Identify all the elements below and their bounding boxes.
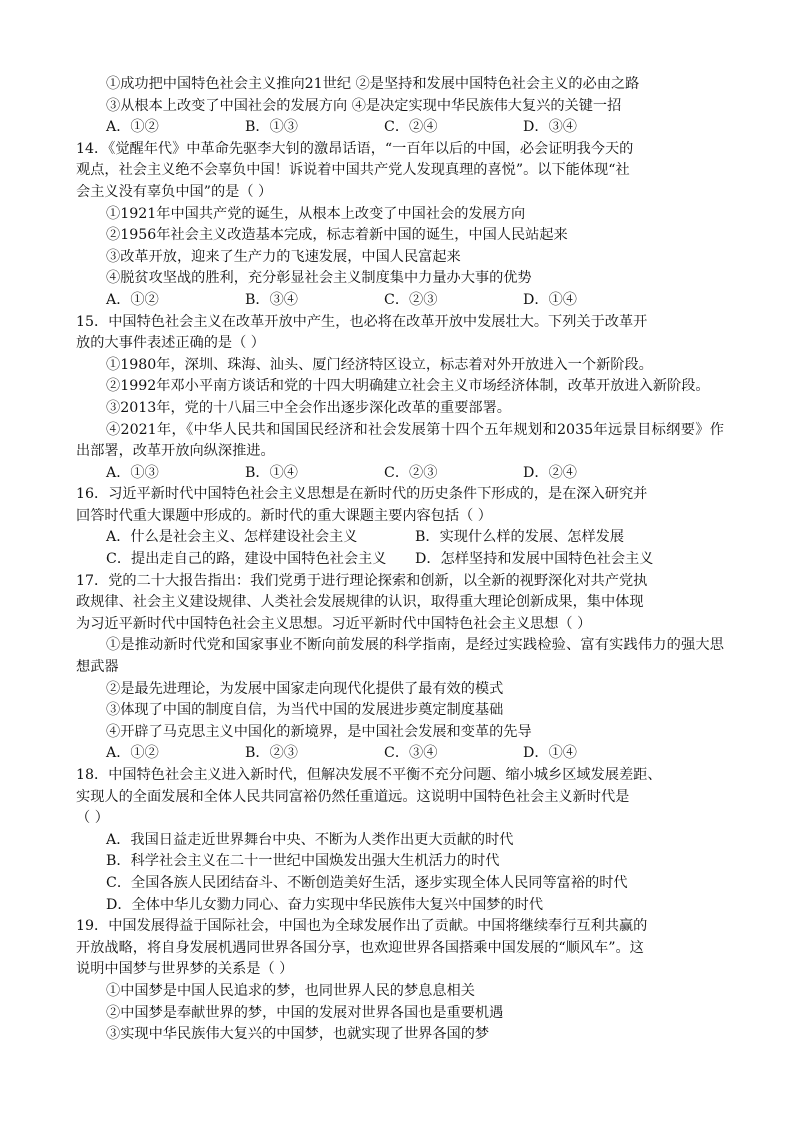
- answer-options: [76, 743, 724, 765]
- option-d: D．②④: [523, 464, 577, 481]
- question-stem: 说明中国梦与世界梦的关系是（ ）: [76, 961, 294, 978]
- answer-options: [76, 117, 724, 139]
- choice-item: ①1980年，深圳、珠海、汕头、厦门经济特区设立，标志着对外开放进入一个新阶段。: [106, 356, 653, 373]
- option-c: C．②④: [384, 119, 438, 136]
- choice-item: ①中国梦是中国人民追求的梦，也同世界人民的梦息息相关: [106, 982, 475, 999]
- choice-item: ③体现了中国的制度自信，为当代中国的发展进步奠定制度基础: [106, 702, 504, 719]
- choice-item: ③实现中华民族伟大复兴的中国梦，也就实现了世界各国的梦: [106, 1026, 490, 1043]
- option-d: D．①④: [523, 745, 577, 762]
- question-stem: 17．党的二十大报告指出：我们党勇于进行理论探索和创新，以全新的视野深化对共产党执: [76, 572, 648, 589]
- option-b: B．实现什么样的发展、怎样发展: [415, 529, 625, 546]
- question-18: [76, 765, 724, 916]
- option-a: A．我国日益走近世界舞台中央、不断为人类作出更大贡献的时代: [106, 831, 514, 848]
- question-17: [76, 571, 724, 765]
- choice-item: ②中国梦是奉献世界的梦，中国的发展对世界各国也是重要机遇: [106, 1004, 504, 1021]
- option-d: D．怎样坚持和发展中国特色社会主义: [415, 551, 654, 568]
- choice-item: ④2021年，《中华人民共和国国民经济和社会发展第十四个五年规划和2035年远景目标纲要》作出部署，改革开放向纵深推进。: [76, 421, 724, 460]
- option-b: B．③④: [245, 291, 298, 308]
- option-c: C．全国各族人民团结奋斗、不断创造美好生活，逐步实现全体人民同等富裕的时代: [106, 874, 628, 891]
- option-d: D．①④: [523, 291, 577, 308]
- option-b: B．①③: [245, 119, 298, 136]
- option-c: C．提出走自己的路，建设中国特色社会主义: [106, 551, 387, 568]
- choice-item: ③改革开放，迎来了生产力的飞速发展，中国人民富起来: [106, 248, 461, 265]
- answer-options: [76, 527, 724, 549]
- option-a: A．①②: [106, 119, 159, 136]
- option-a: A．什么是社会主义、怎样建设社会主义: [106, 529, 358, 546]
- option-c: C．③④: [384, 745, 438, 762]
- question-stem: 14．《觉醒年代》中革命先驱李大钊的激昂话语，“一百年以后的中国，必会证明我今天的: [76, 140, 634, 157]
- choice-item: ④脱贫攻坚战的胜利，充分彰显社会主义制度集中力量办大事的优势: [106, 270, 532, 287]
- question-stem: 放的大事件表述正确的是（ ）: [76, 335, 265, 352]
- question-stem: 为习近平新时代中国特色社会主义思想。习近平新时代中国特色社会主义思想（ ）: [76, 615, 592, 632]
- option-b: B．①④: [245, 464, 298, 481]
- choice-item: ④开辟了马克思主义中国化的新境界，是中国社会发展和变革的先导: [106, 723, 532, 740]
- question-stem: 回答时代重大课题中形成的。新时代的重大课题主要内容包括（ ）: [76, 507, 492, 524]
- choice-item: ②1956年社会主义改造基本完成，标志着新中国的诞生，中国人民站起来: [106, 227, 568, 244]
- answer-options: [76, 549, 724, 571]
- question-stem: 政规律、社会主义建设规律、人类社会发展规律的认识，取得重大理论创新成果，集中体现: [76, 594, 644, 611]
- answer-options: [76, 290, 724, 312]
- question-15: [76, 312, 724, 485]
- choice-item: ②1992年邓小平南方谈话和党的十四大明确建立社会主义市场经济体制，改革开放进入新阶段。: [106, 378, 710, 395]
- question-16: [76, 484, 724, 570]
- option-d: D．③④: [523, 119, 577, 136]
- option-b: B．科学社会主义在二十一世纪中国焕发出强大生机活力的时代: [106, 853, 500, 870]
- question-stem: 实现人的全面发展和全体人民共同富裕仍然任重道远。这说明中国特色社会主义新时代是: [76, 788, 630, 805]
- choice-item: ②是最先进理论，为发展中国家走向现代化提供了最有效的模式: [106, 680, 504, 697]
- question-stem: 观点，社会主义绝不会辜负中国！诉说着中国共产党人发现真理的喜悦”。以下能体现“社: [76, 162, 630, 179]
- option-c: C．②③: [384, 464, 438, 481]
- exam-page: [76, 74, 724, 1046]
- choice-item: ①是推动新时代党和国家事业不断向前发展的科学指南，是经过实践检验、富有实践伟力的强大思想武器: [76, 637, 724, 676]
- choice-item: ③2013年，党的十八届三中全会作出逐步深化改革的重要部署。: [106, 399, 511, 416]
- question-stem: 18．中国特色社会主义进入新时代，但解决发展不平衡不充分问题、缩小城乡区域发展差距、: [76, 767, 662, 783]
- question-14: [76, 139, 724, 312]
- option-a: A．①③: [106, 464, 159, 481]
- choice-item: ①1921年中国共产党的诞生，从根本上改变了中国社会的发展方向: [106, 205, 526, 222]
- question-stem: 15．中国特色社会主义在改革开放中产生，也必将在改革开放中发展壮大。下列关于改革开: [76, 313, 648, 330]
- answer-options: [76, 463, 724, 485]
- question-stem: 19．中国发展得益于国际社会，中国也为全球发展作出了贡献。中国将继续奉行互利共赢的: [76, 918, 648, 935]
- question-stem: 16．习近平新时代中国特色社会主义思想是在新时代的历史条件下形成的，是在深入研究并: [76, 486, 648, 503]
- question-stem: （ ）: [76, 810, 109, 827]
- question-19: [76, 916, 724, 1046]
- option-d: D．全体中华儿女勠力同心、奋力实现中华民族伟大复兴中国梦的时代: [106, 896, 544, 913]
- question-stem: 开放战略，将自身发展机遇同世界各国分享，也欢迎世界各国搭乘中国发展的“顺风车”。这: [76, 939, 644, 956]
- option-a: A．①②: [106, 291, 159, 308]
- choice-line: ①成功把中国特色社会主义推向21世纪 ②是坚持和发展中国特色社会主义的必由之路: [106, 76, 640, 92]
- question-stem: 会主义没有辜负中国”的是（ ）: [76, 183, 273, 200]
- option-c: C．②③: [384, 291, 438, 308]
- option-a: A．①②: [106, 745, 159, 762]
- choice-line: ③从根本上改变了中国社会的发展方向 ④是决定实现中华民族伟大复兴的关键一招: [106, 97, 622, 114]
- option-b: B．②③: [245, 745, 298, 762]
